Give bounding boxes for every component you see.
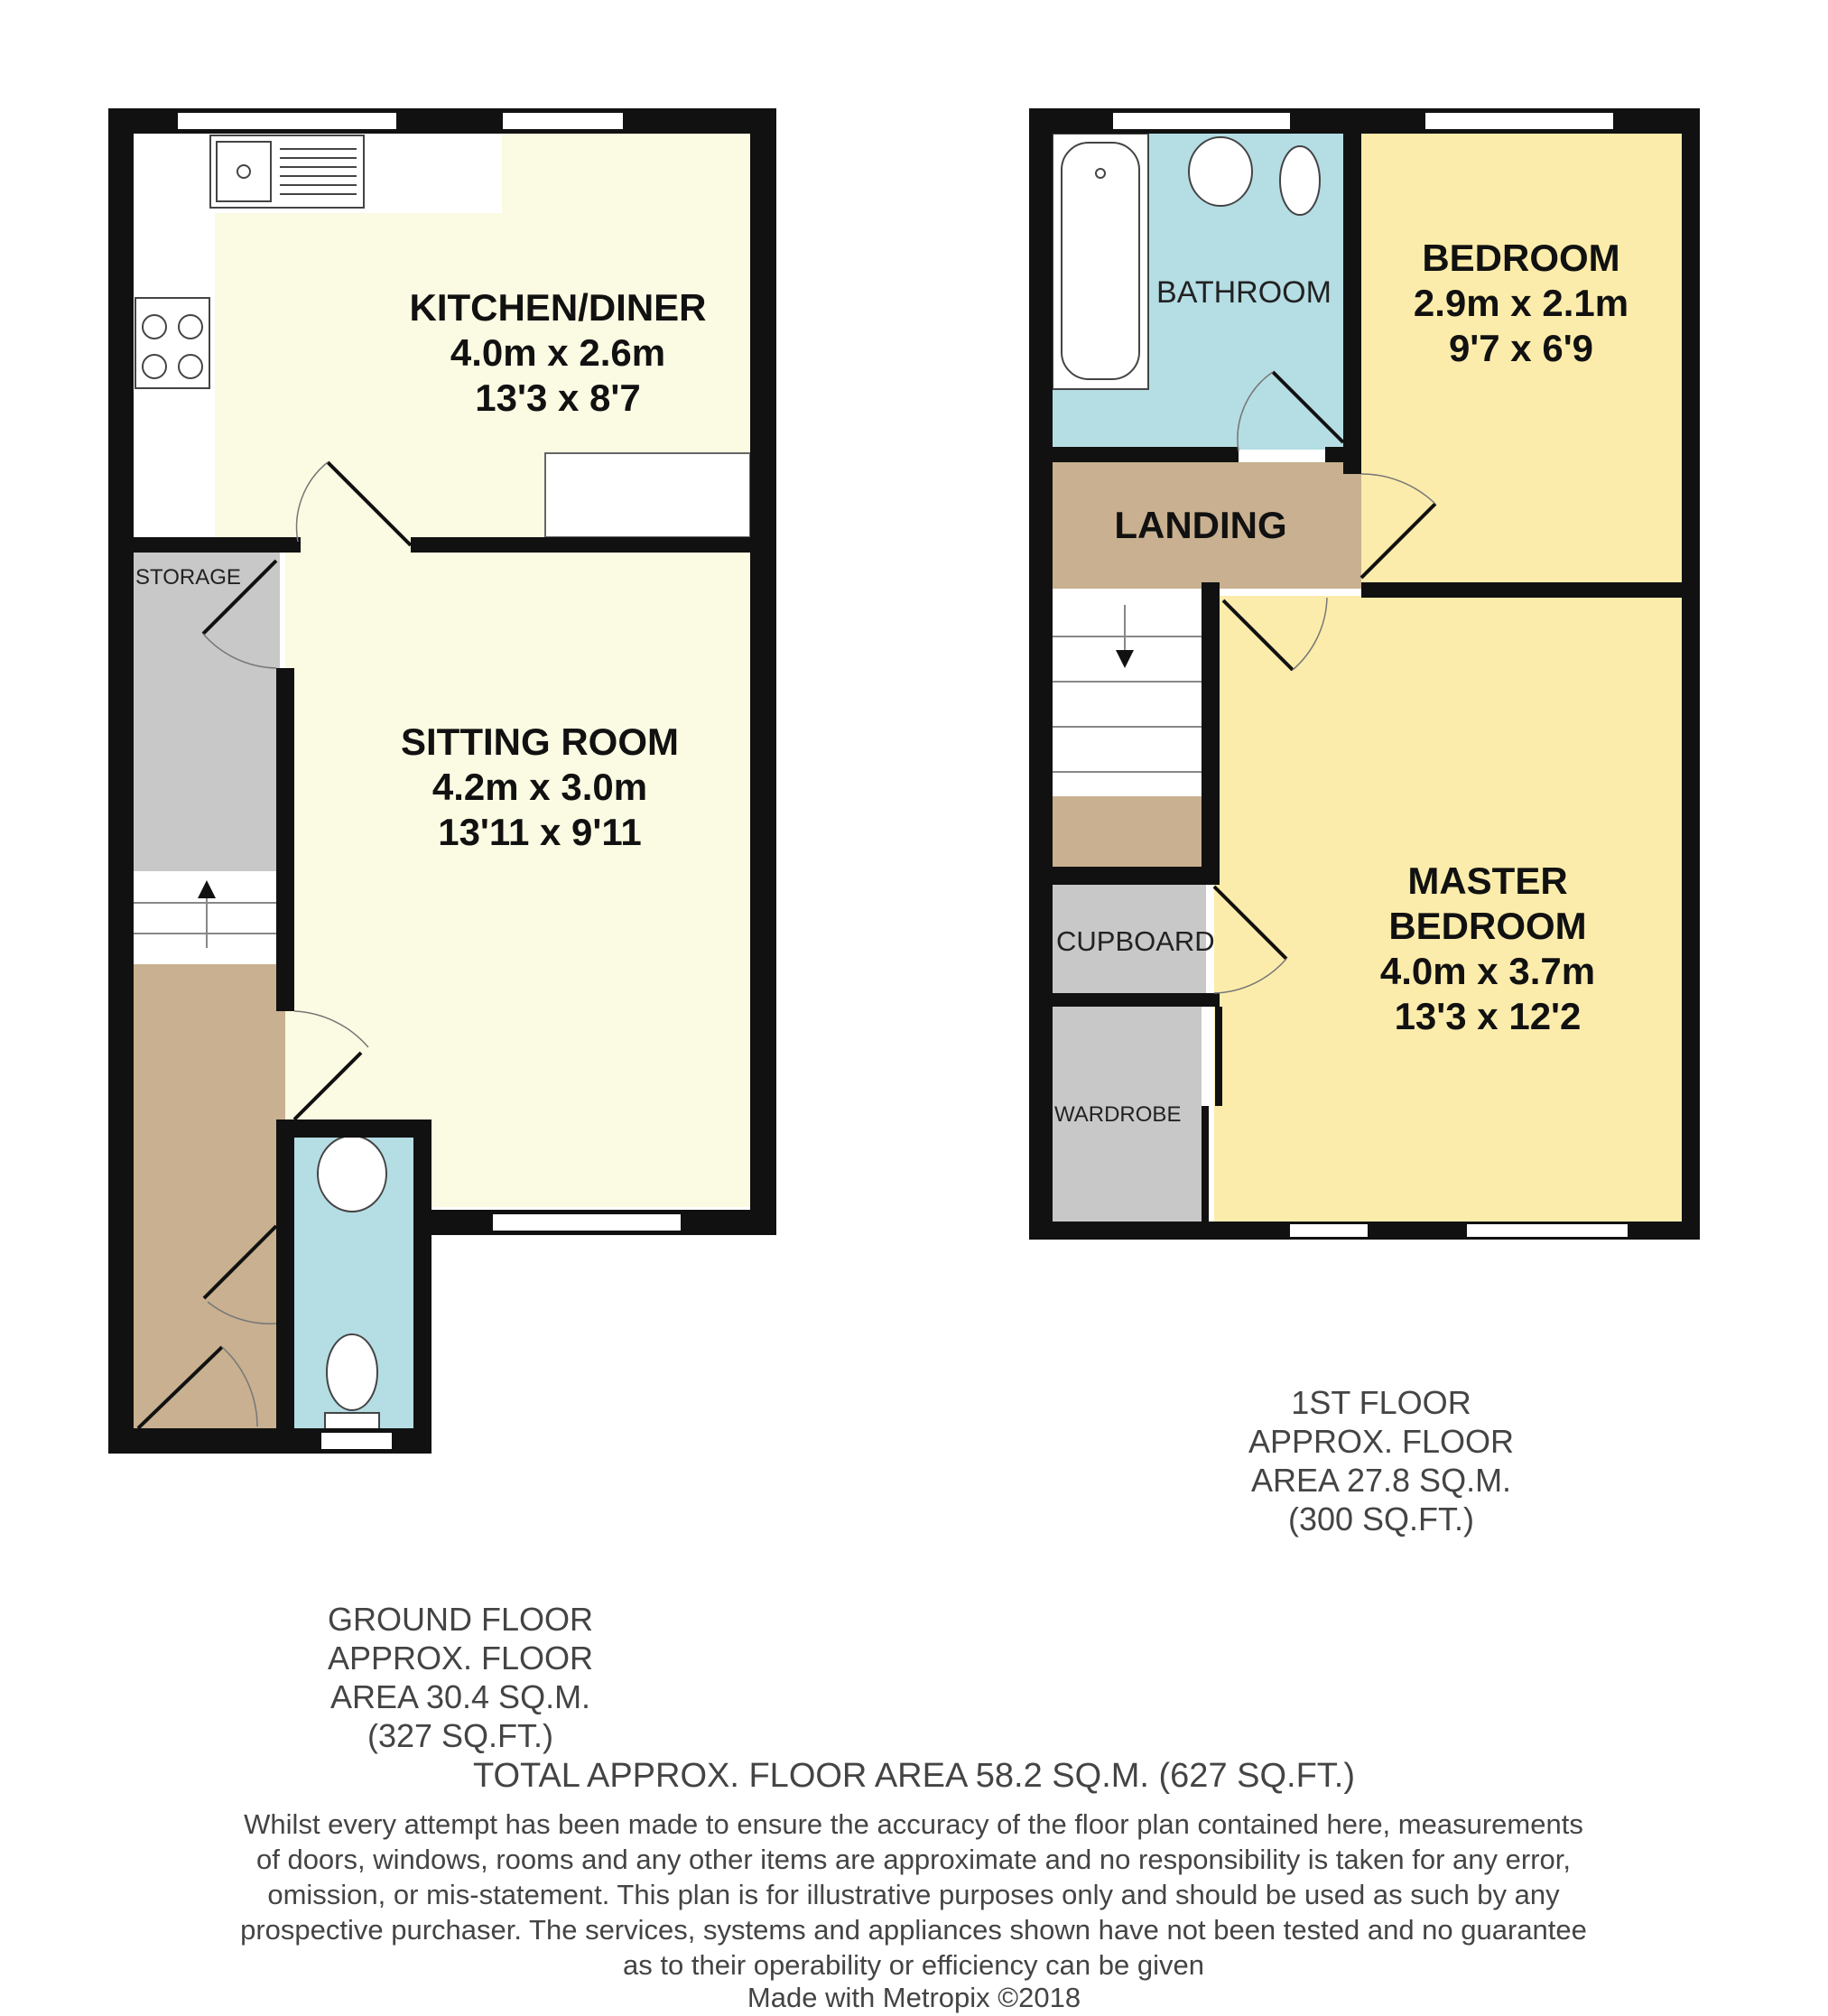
stairs-lower-fill [1053, 796, 1202, 870]
bathroom-basin [1189, 137, 1252, 206]
hall-fill [134, 964, 285, 1435]
master-bedroom-name-1: MASTER [1407, 859, 1568, 902]
kitchen-imperial: 13'3 x 8'7 [475, 376, 641, 419]
bedroom-name: BEDROOM [1422, 237, 1620, 279]
sitting-hall-fill [285, 537, 412, 555]
first-floor-area-line-2: APPROX. FLOOR [1248, 1423, 1515, 1460]
sink-bowl [217, 142, 271, 201]
kitchen-unit [545, 453, 750, 537]
wc-cistern [325, 1413, 379, 1429]
master-bedroom-name-2: BEDROOM [1388, 905, 1587, 947]
ground-floor [108, 108, 776, 1454]
sitting-room-metric: 4.2m x 3.0m [431, 766, 648, 808]
bedroom-metric: 2.9m x 2.1m [1413, 282, 1629, 324]
first-floor [1029, 108, 1700, 1240]
sitting-room-fill [285, 553, 750, 1207]
sitting-room-imperial: 13'11 x 9'11 [438, 811, 642, 853]
kitchen-name: KITCHEN/DINER [409, 286, 707, 329]
master-bedroom-imperial: 13'3 x 12'2 [1394, 995, 1582, 1037]
wc-basin [318, 1136, 386, 1212]
ground-floor-area-line-1: GROUND FLOOR [327, 1601, 593, 1638]
ground-floor-area-line-4: (327 SQ.FT.) [367, 1717, 554, 1754]
wardrobe-name: WARDROBE [1054, 1102, 1182, 1127]
disclaimer-line-4: prospective purchaser. The services, systems and appliances shown have not been tested and no guarantee [240, 1914, 1587, 1946]
first-floor-area-line-3: AREA 27.8 SQ.M. [1250, 1462, 1512, 1499]
master-bedroom-metric: 4.0m x 3.7m [1379, 950, 1596, 992]
landing-name: LANDING [1114, 504, 1287, 546]
storage-fill [134, 553, 280, 882]
bedroom-imperial: 9'7 x 6'9 [1448, 327, 1594, 369]
total-floor-area: TOTAL APPROX. FLOOR AREA 58.2 SQ.M. (627 SQ.FT.) [472, 1757, 1356, 1795]
disclaimer-line-3: omission, or mis-statement. This plan is for illustrative purposes only and should be used as such by any [267, 1879, 1560, 1910]
bathroom-name: BATHROOM [1156, 275, 1332, 310]
ground-floor-area-line-2: APPROX. FLOOR [327, 1640, 594, 1677]
storage-name: STORAGE [135, 565, 241, 590]
kitchen-metric: 4.0m x 2.6m [450, 331, 666, 374]
credit: Made with Metropix ©2018 [747, 1982, 1081, 2013]
first-floor-area [1192, 1383, 1571, 1538]
ground-floor-area [271, 1600, 650, 1755]
bathroom-toilet [1280, 146, 1320, 215]
wc-toilet [327, 1334, 377, 1410]
disclaimer-line-1: Whilst every attempt has been made to ensure the accuracy of the floor plan contained here, measurements [244, 1808, 1583, 1840]
cupboard-name: CUPBOARD [1056, 925, 1215, 957]
sitting-room-name: SITTING ROOM [401, 720, 679, 763]
disclaimer-line-2: of doors, windows, rooms and any other items are approximate and no responsibility is taken for any error, [255, 1844, 1571, 1875]
first-floor-area-line-4: (300 SQ.FT.) [1287, 1500, 1475, 1538]
ground-floor-area-line-3: AREA 30.4 SQ.M. [329, 1678, 591, 1715]
disclaimer [146, 1807, 1681, 1983]
first-floor-area-line-1: 1ST FLOOR [1291, 1384, 1471, 1421]
stairs-upper-fill [1053, 596, 1202, 796]
disclaimer-line-5: as to their operability or efficiency can be given [623, 1949, 1204, 1981]
